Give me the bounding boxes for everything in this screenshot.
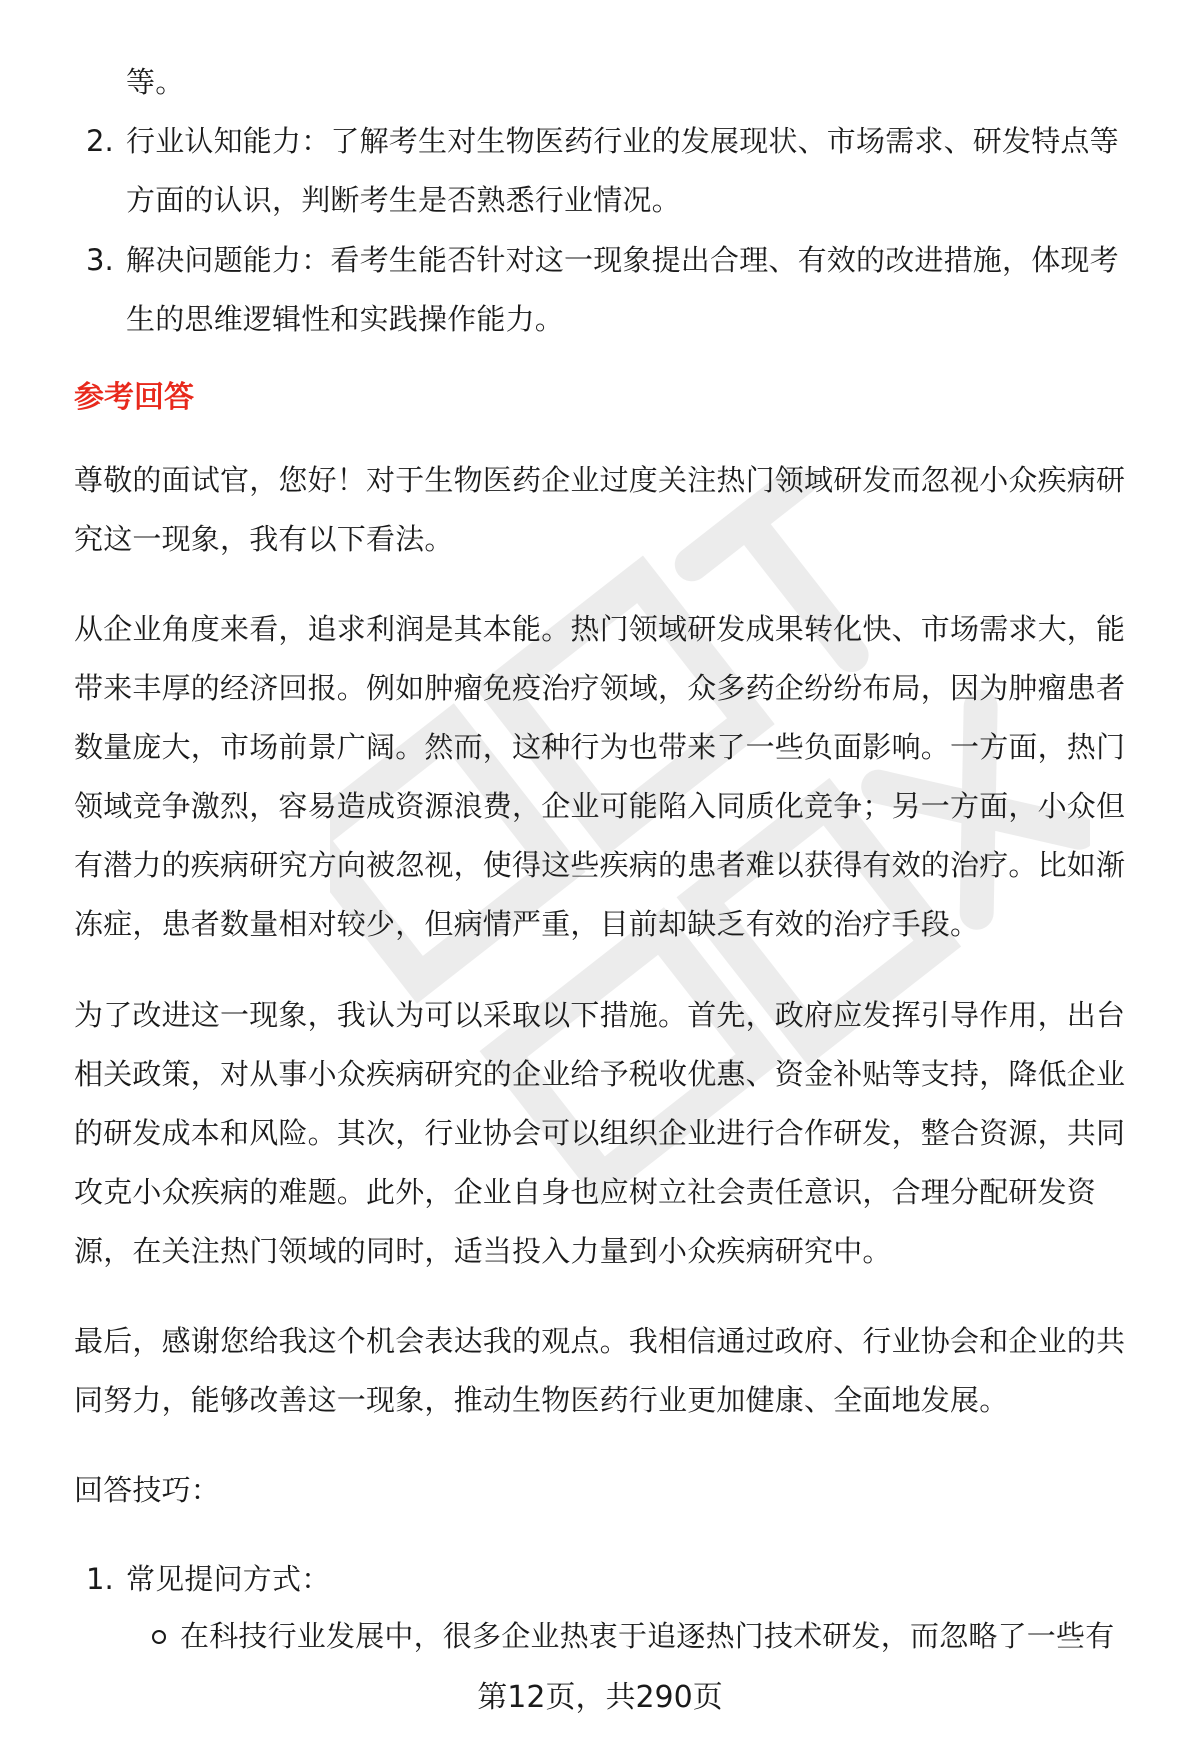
hollow-bullet-icon bbox=[152, 1630, 166, 1644]
answer-p2-line-4: 领域竞争激烈，容易造成资源浪费，企业可能陷入同质化竞争；另一方面，小众但 bbox=[74, 789, 1126, 823]
answer-p2-line-3: 数量庞大，市场前景广阔。然而，这种行为也带来了一些负面影响。一方面，热门 bbox=[74, 730, 1126, 764]
answer-p2-line-6: 冻症，患者数量相对较少，但病情严重，目前却缺乏有效的治疗手段。 bbox=[74, 907, 980, 941]
list-number-2: 2. bbox=[86, 124, 114, 158]
answer-p1-line-2: 究这一现象，我有以下看法。 bbox=[74, 522, 454, 556]
tips-number-1: 1. bbox=[86, 1562, 114, 1596]
reference-answer-heading: 参考回答 bbox=[74, 380, 194, 415]
answer-p3-line-5: 源，在关注热门领域的同时，适当投入力量到小众疾病研究中。 bbox=[74, 1234, 892, 1268]
tips-item-1-label: 常见提问方式： bbox=[126, 1562, 331, 1596]
answer-p3-line-4: 攻克小众疾病的难题。此外，企业自身也应树立社会责任意识，合理分配研发资 bbox=[74, 1175, 1097, 1209]
answer-p2-line-2: 带来丰厚的经济回报。例如肿瘤免疫治疗领域，众多药企纷纷布局，因为肿瘤患者 bbox=[74, 671, 1126, 705]
list-item-2-line-1: 行业认知能力：了解考生对生物医药行业的发展现状、市场需求、研发特点等 bbox=[126, 124, 1119, 158]
list-item-2-line-2: 方面的认识，判断考生是否熟悉行业情况。 bbox=[126, 183, 681, 217]
list-number-3: 3. bbox=[86, 243, 114, 277]
answer-p3-line-1: 为了改进这一现象，我认为可以采取以下措施。首先，政府应发挥引导作用，出台 bbox=[74, 998, 1126, 1032]
answer-p2-line-1: 从企业角度来看，追求利润是其本能。热门领域研发成果转化快、市场需求大，能 bbox=[74, 612, 1126, 646]
tips-sub-item-1: 在科技行业发展中，很多企业热衷于追逐热门技术研发，而忽略了一些有 bbox=[180, 1619, 1115, 1653]
answer-p4-line-2: 同努力，能够改善这一现象，推动生物医药行业更加健康、全面地发展。 bbox=[74, 1383, 1009, 1417]
list-item-3-line-2: 生的思维逻辑性和实践操作能力。 bbox=[126, 302, 565, 336]
list-item-1-tail: 等。 bbox=[126, 65, 185, 99]
answer-p3-line-2: 相关政策，对从事小众疾病研究的企业给予税收优惠、资金补贴等支持，降低企业 bbox=[74, 1057, 1126, 1091]
page-number-footer: 第12页，共290页 bbox=[477, 1680, 723, 1715]
tips-title: 回答技巧： bbox=[74, 1473, 221, 1507]
answer-p1-line-1: 尊敬的面试官，您好！对于生物医药企业过度关注热门领域研发而忽视小众疾病研 bbox=[74, 463, 1126, 497]
list-item-3-line-1: 解决问题能力：看考生能否针对这一现象提出合理、有效的改进措施，体现考 bbox=[126, 243, 1119, 277]
answer-p2-line-5: 有潜力的疾病研究方向被忽视，使得这些疾病的患者难以获得有效的治疗。比如渐 bbox=[74, 848, 1126, 882]
answer-p3-line-3: 的研发成本和风险。其次，行业协会可以组织企业进行合作研发，整合资源，共同 bbox=[74, 1116, 1126, 1150]
answer-p4-line-1: 最后，感谢您给我这个机会表达我的观点。我相信通过政府、行业协会和企业的共 bbox=[74, 1324, 1126, 1358]
